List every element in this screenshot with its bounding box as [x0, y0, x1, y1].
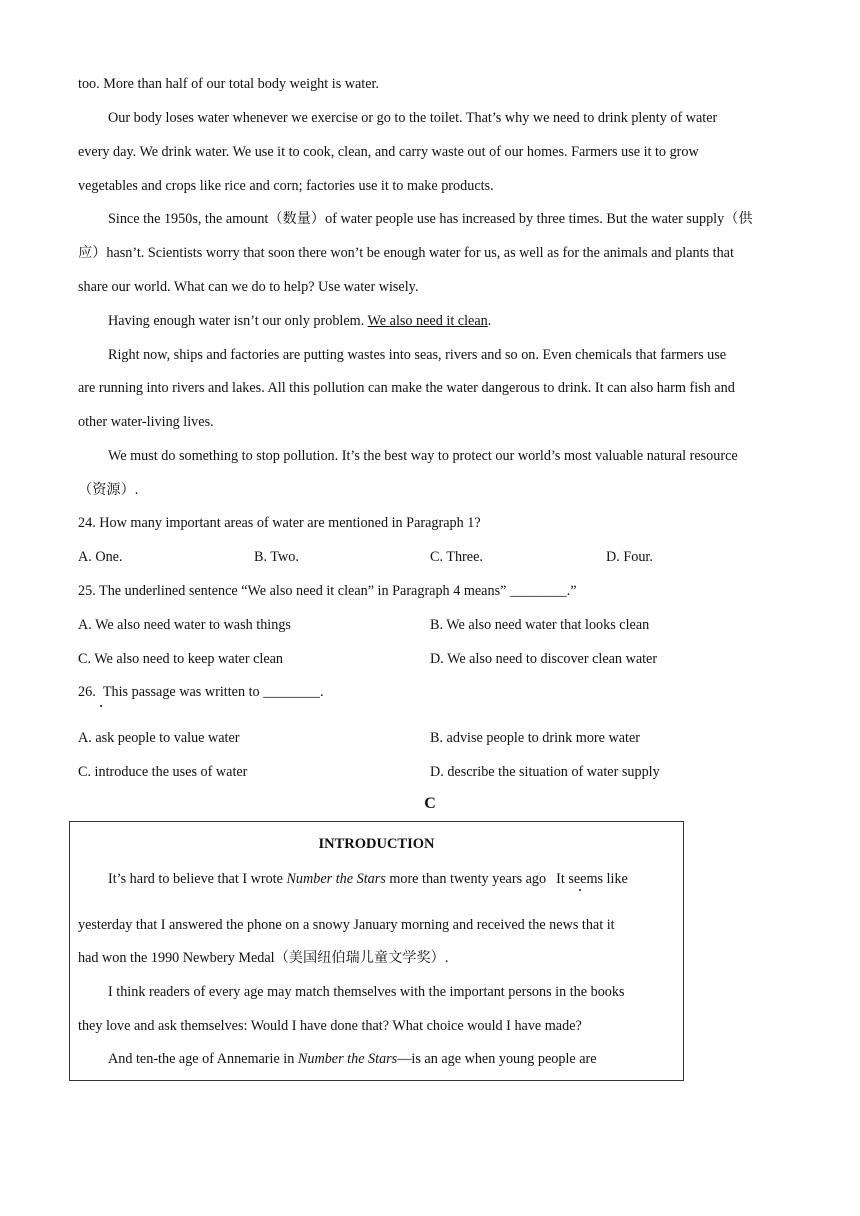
- question-stem: 25. The underlined sentence “We also need it clean” in Paragraph 4 means” ________.”: [78, 583, 577, 599]
- question-stem: 24. How many important areas of water are mentioned in Paragraph 1?: [78, 515, 481, 531]
- introduction-line: they love and ask themselves: Would I have done that? What choice would I have made?: [78, 1018, 582, 1034]
- introduction-line: [108, 1049, 597, 1069]
- answer-option[interactable]: C. Three.: [430, 549, 483, 565]
- passage-text: other water-living lives.: [78, 414, 214, 430]
- passage-text: too. More than half of our total body weight is water.: [78, 76, 380, 92]
- answer-option[interactable]: B. Two.: [254, 549, 299, 565]
- passage-paragraph-4: [108, 311, 491, 331]
- section-label: C: [424, 795, 436, 812]
- answer-option[interactable]: C. introduce the uses of water: [78, 764, 248, 780]
- answer-option[interactable]: C. We also need to keep water clean: [78, 651, 284, 667]
- passage-text: are running into rivers and lakes. All this pollution can make the water dangerous to drink. It can also harm fish and: [78, 380, 735, 396]
- passage-text: Since the 1950s, the amount（数量）of water people use has increased by three times. But the water supply（供: [108, 211, 753, 227]
- answer-option[interactable]: B. advise people to drink more water: [430, 730, 640, 746]
- introduction-line: [108, 869, 628, 889]
- introduction-title: INTRODUCTION: [318, 836, 435, 852]
- book-title: Number the Stars: [297, 1051, 398, 1067]
- book-title: Number the Stars: [286, 871, 386, 887]
- answer-option[interactable]: A. One.: [78, 549, 123, 565]
- passage-text: Our body loses water whenever we exercise or go to the toilet. That’s why we need to drink plenty of water: [108, 110, 718, 126]
- question-text: This passage was written to ________.: [102, 684, 324, 700]
- underlined-sentence: We also need it clean: [367, 313, 488, 329]
- passage-text: （资源）.: [78, 482, 139, 498]
- passage-text: share our world. What can we do to help? Use water wisely.: [78, 279, 419, 295]
- intro-text: more than twenty years ago: [385, 871, 547, 887]
- emphasis-dot: [100, 705, 102, 707]
- question-stem: [78, 682, 324, 702]
- answer-option[interactable]: D. We also need to discover clean water: [430, 651, 658, 667]
- passage-text: .: [487, 313, 492, 329]
- passage-text: Right now, ships and factories are putting wastes into seas, rivers and so on. Even chemicals that farmers use: [108, 347, 727, 363]
- passage-text: vegetables and crops like rice and corn; factories use it to make products.: [78, 178, 494, 194]
- intro-text: It seems like: [556, 871, 628, 887]
- answer-option[interactable]: D. describe the situation of water supply: [430, 764, 660, 780]
- passage-text: 应）hasn’t. Scientists worry that soon there won’t be enough water for us, as well as for the animals and plants that: [78, 245, 734, 261]
- answer-option[interactable]: A. We also need water to wash things: [78, 617, 291, 633]
- introduction-line: yesterday that I answered the phone on a snowy January morning and received the news that it: [78, 917, 615, 933]
- passage-text: We must do something to stop pollution. It’s the best way to protect our world’s most valuable natural resource: [108, 448, 738, 464]
- passage-text: every day. We drink water. We use it to cook, clean, and carry waste out of our homes. Farmers use it to grow: [78, 144, 699, 160]
- passage-text: Having enough water isn’t our only problem.: [108, 313, 368, 329]
- introduction-line: had won the 1990 Newbery Medal（美国纽伯瑞儿童文学奖）.: [78, 950, 449, 966]
- introduction-line: I think readers of every age may match themselves with the important persons in the books: [108, 984, 625, 1000]
- emphasis-dot: [579, 889, 581, 891]
- answer-option[interactable]: A. ask people to value water: [78, 730, 240, 746]
- answer-option[interactable]: B. We also need water that looks clean: [430, 617, 650, 633]
- answer-option[interactable]: D. Four.: [606, 549, 653, 565]
- intro-text: It’s hard to believe that I wrote: [108, 871, 287, 887]
- intro-text: —is an age when young people are: [397, 1051, 597, 1067]
- intro-text: And ten-the age of Annemarie in: [108, 1051, 298, 1067]
- question-number: 26.: [78, 684, 96, 700]
